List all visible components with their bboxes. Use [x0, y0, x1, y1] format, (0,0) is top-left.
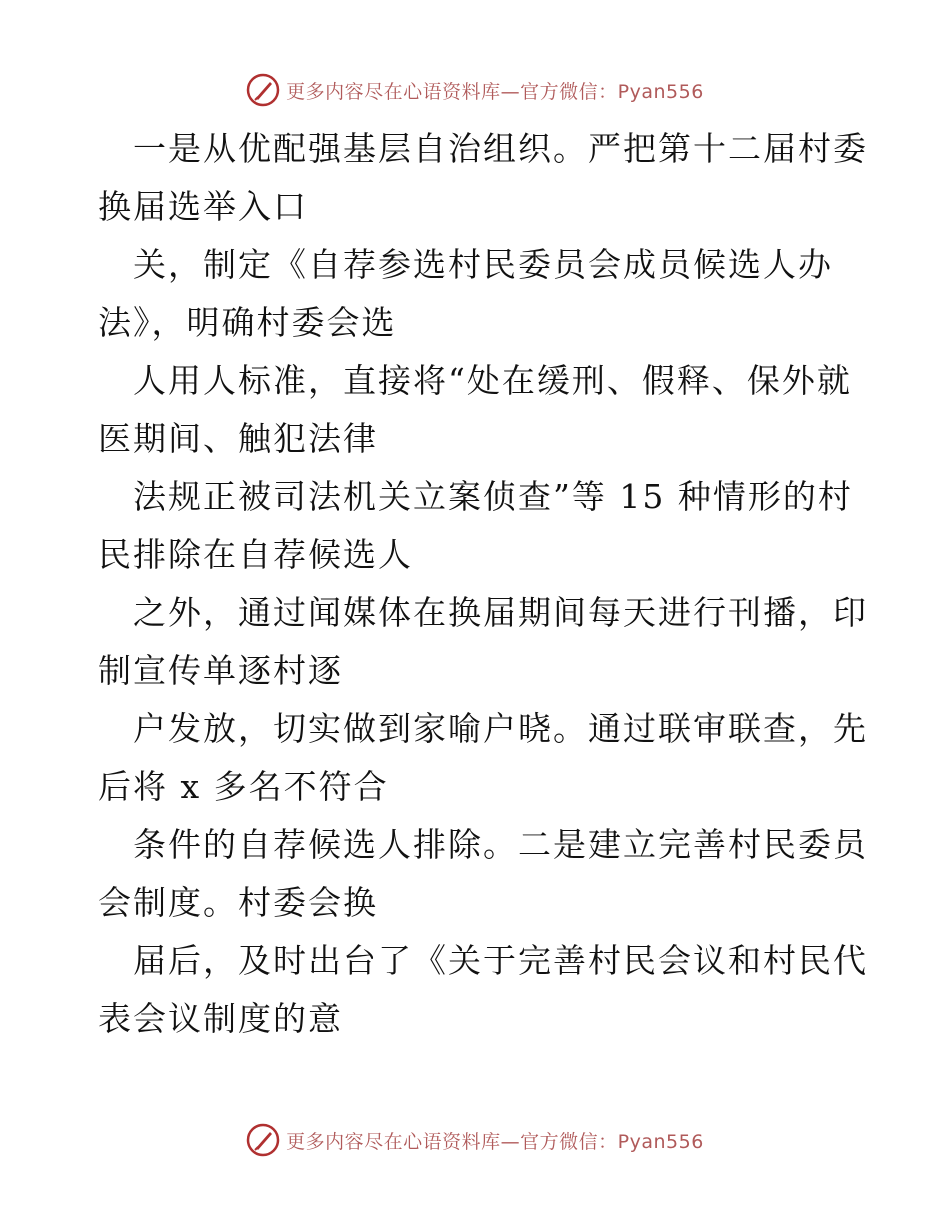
text-line: 会制度。村委会换 — [98, 883, 378, 922]
text-line: 届后，及时出台了《关于完善村民会议和村民代 — [98, 941, 868, 980]
text-line: 制宣传单逐村逐 — [98, 651, 343, 690]
text-line: 法规正被司法机关立案侦查”等 15 种情形的村 — [98, 477, 853, 516]
document-body — [98, 120, 868, 1048]
text-line: 户发放，切实做到家喻户晓。通过联审联查，先 — [98, 709, 868, 748]
header-watermark-banner — [0, 70, 950, 110]
text-line: 后将 x 多名不符合 — [98, 767, 389, 806]
quill-pen-logo-icon — [246, 73, 280, 107]
text-line: 医期间、触犯法律 — [98, 419, 378, 458]
text-line: 之外，通过闻媒体在换届期间每天进行刊播，印 — [98, 593, 868, 632]
text-line: 换届选举入口 — [98, 187, 308, 226]
text-line: 一是从优配强基层自治组织。严把第十二届村委 — [98, 129, 868, 168]
quill-pen-logo-icon — [246, 1123, 280, 1157]
watermark-text: 更多内容尽在心语资料库—官方微信：Pyan556 — [286, 1130, 704, 1153]
text-line: 民排除在自荐候选人 — [98, 535, 413, 574]
text-line: 条件的自荐候选人排除。二是建立完善村民委员 — [98, 825, 868, 864]
footer-watermark-banner — [0, 1120, 950, 1160]
watermark-text: 更多内容尽在心语资料库—官方微信：Pyan556 — [286, 80, 704, 103]
text-line: 表会议制度的意 — [98, 999, 343, 1038]
text-line: 法》，明确村委会选 — [98, 303, 397, 342]
text-line: 关，制定《自荐参选村民委员会成员候选人办 — [98, 245, 833, 284]
text-line: 人用人标准，直接将“处在缓刑、假释、保外就 — [98, 361, 852, 400]
